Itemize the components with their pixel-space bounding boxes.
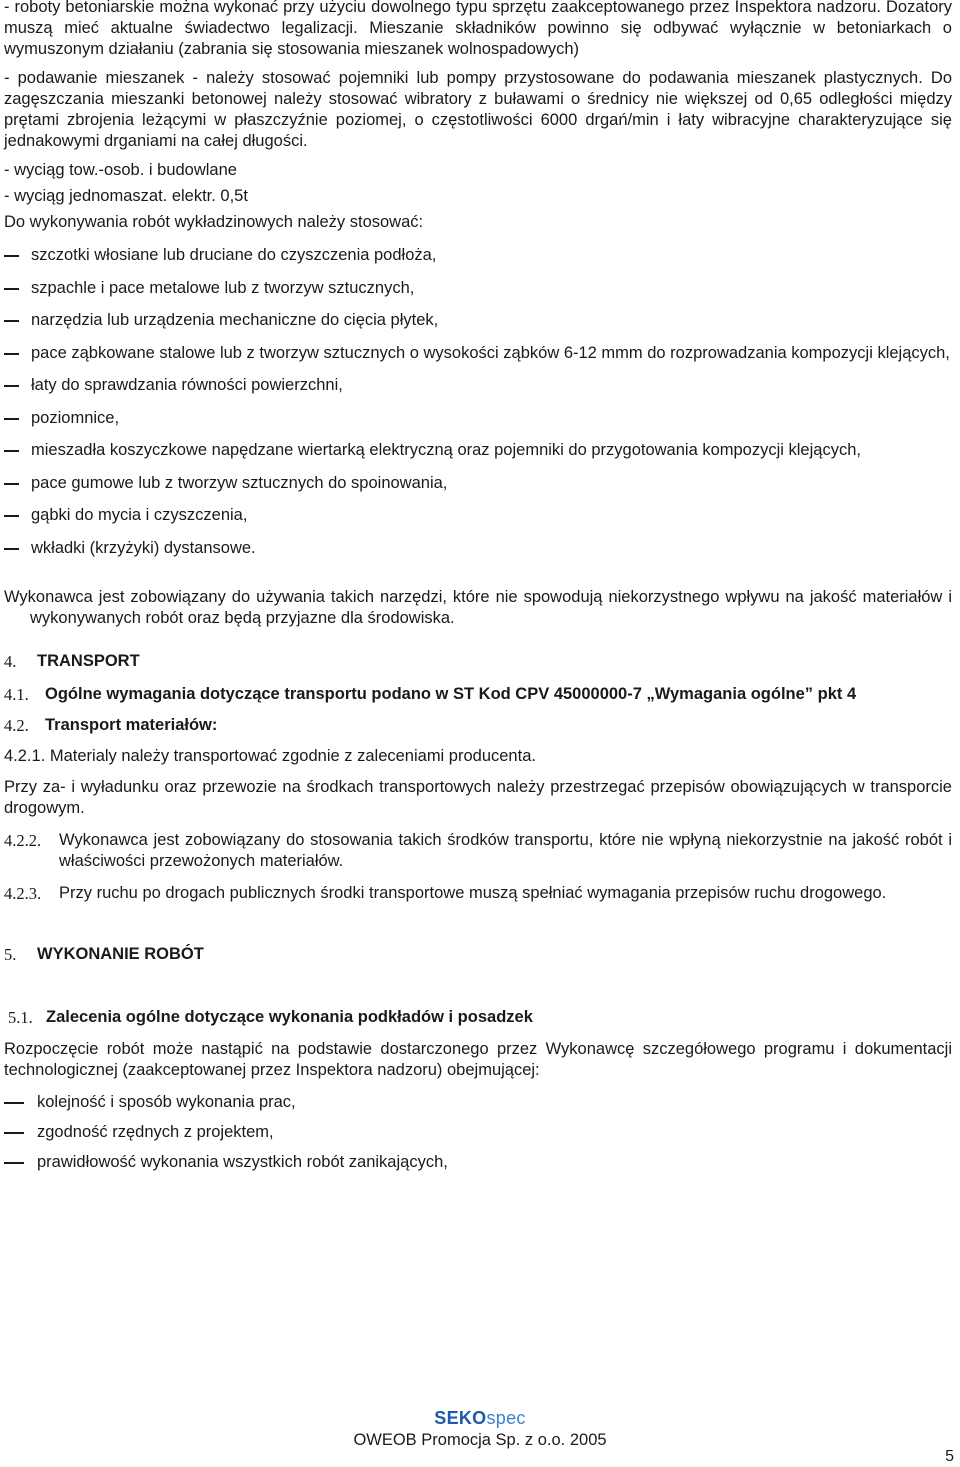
intro-item-mast-hoist: - wyciąg jednomaszat. elektr. 0,5t: [4, 187, 248, 205]
footer-company: OWEOB Promocja Sp. z o.o. 2005: [353, 1431, 607, 1449]
list-item: kolejność i sposób wykonania prac,: [4, 1092, 952, 1113]
intro-paragraph-mixing: - roboty betoniarskie można wykonać przy użyciu dowolnego typu sprzętu zaakceptowanego przez Inspektora nadzoru. Dozatory muszą mieć aktualne świadectwo legalizacji. Mieszanie składników powinno się odbywać wyłącznie w betoniarkach o wymuszonym działaniu (zabrania się stosowania mieszanek wolnospadowych): [4, 0, 952, 58]
list-item: prawidłowość wykonania wszystkich robót zanikających,: [4, 1152, 952, 1173]
section-4-2-1-text: 4.2.1. Materialy należy transportować zgodnie z zaleceniami producenta.: [4, 746, 536, 765]
dash-icon: [4, 418, 19, 420]
contractor-note: Wykonawca jest zobowiązany do używania takich narzędzi, które nie spowodują niekorzystnego wpływu na jakość materiałów i wykonywanych robót oraz będą przyjazne dla środowiska.: [4, 587, 952, 627]
dash-icon: [4, 353, 19, 355]
dash-icon: [4, 385, 19, 387]
section-5-1-paragraph: Rozpoczęcie robót może nastąpić na podstawie dostarczonego przez Wykonawcę szczegółowego programu i dokumentacji technologicznej (zaakceptowanej przez Inspektora nadzoru) obejmującej:: [4, 1039, 952, 1079]
tools-intro: Do wykonywania robót wykładzinowych należy stosować:: [4, 213, 424, 231]
section-4-2-heading: 4.2. Transport materiałów:: [4, 715, 218, 735]
dash-icon: [4, 320, 19, 322]
page-number: 5: [945, 1448, 954, 1465]
dash-icon: [4, 288, 19, 290]
list-item: mieszadła koszyczkowe napędzane wiertarką elektryczną oraz pojemniki do przygotowania kompozycji klejących,: [4, 440, 952, 461]
dash-icon: [4, 1102, 24, 1104]
dash-icon: [4, 450, 19, 452]
document-page: [4, 0, 952, 1182]
list-item: szczotki włosiane lub druciane do czyszczenia podłoża,: [4, 245, 952, 266]
dash-icon: [4, 1132, 24, 1134]
list-item: zgodność rzędnych z projektem,: [4, 1122, 952, 1143]
list-item: poziomnice,: [4, 408, 952, 429]
list-item: łaty do sprawdzania równości powierzchni,: [4, 375, 952, 396]
list-item: wkładki (krzyżyki) dystansowe.: [4, 538, 952, 559]
tools-list: [4, 245, 952, 559]
list-item: pace ząbkowane stalowe lub z tworzyw sztucznych o wysokości ząbków 6-12 mmm do rozprowadzania kompozycji klejących,: [4, 343, 952, 364]
section-5-1-list: [4, 1092, 952, 1173]
dash-icon: [4, 255, 19, 257]
section-4-2-3: 4.2.3. Przy ruchu po drogach publicznych środki transportowe muszą spełniać wymagania przepisów ruchu drogowego.: [4, 883, 887, 903]
intro-item-hoist: - wyciąg tow.-osob. i budowlane: [4, 161, 237, 179]
section-4-2-1-paragraph: Przy za- i wyładunku oraz przewozie na środkach transportowych należy przestrzegać przepisów obowiązujących w transporcie drogowym.: [4, 777, 952, 817]
list-item: pace gumowe lub z tworzyw sztucznych do spoinowania,: [4, 473, 952, 494]
list-item: szpachle i pace metalowe lub z tworzyw sztucznych,: [4, 278, 952, 299]
dash-icon: [4, 1162, 24, 1164]
list-item: narzędzia lub urządzenia mechaniczne do cięcia płytek,: [4, 310, 952, 331]
section-4-heading: 4. TRANSPORT: [4, 651, 140, 671]
dash-icon: [4, 515, 19, 517]
list-item: gąbki do mycia i czyszczenia,: [4, 505, 952, 526]
section-4-2-2: 4.2.2. Wykonawca jest zobowiązany do stosowania takich środków transportu, które nie wpłyną niekorzystnie na jakość robót i właściwości przewożonych materiałów.: [4, 830, 952, 870]
section-4-1-heading: 4.1. Ogólne wymagania dotyczące transportu podano w ST Kod CPV 45000000-7 „Wymagania ogólne” pkt 4: [4, 684, 857, 704]
footer-logo: SEKOspec: [434, 1408, 526, 1428]
dash-icon: [4, 483, 19, 485]
section-5-heading: 5. WYKONANIE ROBÓT: [4, 944, 204, 964]
dash-icon: [4, 548, 19, 550]
intro-paragraph-feeding: - podawanie mieszanek - należy stosować pojemniki lub pompy przystosowane do podawania mieszanek plastycznych. Do zagęszczania mieszanki betonowej należy stosować wibratory z buławami o średnicy nie większej od 0,65 odległości między prętami zbrojenia leżącymi w płaszczyźnie poziomej, o częstotliwości 6000 drgań/min i łaty wibracyjne charakteryzujące się jednakowymi drganiami na całej długości.: [4, 69, 952, 150]
section-5-1-heading: 5.1. Zalecenia ogólne dotyczące wykonania podkładów i posadzek: [8, 1007, 533, 1027]
